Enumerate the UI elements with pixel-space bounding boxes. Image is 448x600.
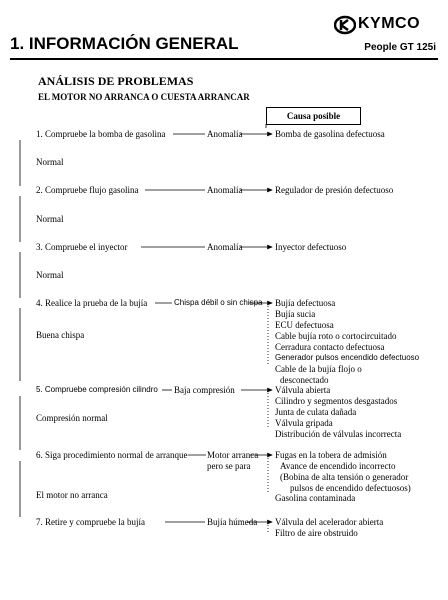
step-5-cause-4: Válvula gripada (275, 418, 333, 428)
step-5-cause-3: Junta de culata dañada (275, 407, 357, 417)
step-7-label: 7. Retire y compruebe la bujía (36, 517, 145, 527)
step-6-condition-2: pero se para (207, 461, 251, 471)
section-title: ANÁLISIS DE PROBLEMAS (38, 74, 194, 88)
step-4-cause-1: Bujía defectuosa (275, 298, 336, 308)
step-2-cause-1: Regulador de presión defectuoso (275, 185, 394, 195)
step-5-condition: Baja compresión (174, 385, 235, 395)
brand-name: KYMCO (358, 15, 421, 32)
step-1-next: Normal (36, 157, 64, 167)
step-4-cause-7: Cable de la bujía flojo o (275, 364, 362, 374)
step-4-cause-8: desconectado (280, 375, 329, 385)
step-6-condition: Motor arranca (207, 450, 259, 460)
step-1-cause-1: Bomba de gasolina defectuosa (275, 129, 385, 139)
step-1-condition: Anomalía (207, 129, 243, 139)
step-6-cause-1: Fugas en la tobera de admisión (275, 450, 387, 460)
step-5-cause-5: Distribución de válvulas incorrecta (275, 429, 402, 439)
step-3-condition: Anomalía (207, 242, 243, 252)
step-2-next: Normal (36, 214, 64, 224)
section-subtitle: EL MOTOR NO ARRANCA O CUESTA ARRANCAR (38, 92, 250, 102)
model-name: People GT 125i (364, 42, 436, 53)
page-title: 1. INFORMACIÓN GENERAL (10, 34, 239, 53)
step-4-cause-2: Bujía sucia (275, 309, 316, 319)
step-3-cause-1: Inyector defectuoso (275, 242, 347, 252)
step-4-cause-5: Cerradura contacto defectuosa (275, 342, 385, 352)
step-4-cause-4: Cable bujía roto o cortocircuitado (275, 331, 397, 341)
step-4-label: 4. Realice la prueba de la bujía (36, 298, 148, 308)
step-7-condition: Bujía húmeda (207, 517, 258, 527)
step-2-label: 2. Compruebe flujo gasolina (36, 185, 139, 195)
step-7-cause-2: Filtro de aire obstruido (275, 528, 358, 538)
step-4-next: Buena chispa (36, 330, 85, 340)
step-6-label: 6. Siga procedimiento normal de arranque (36, 450, 188, 460)
step-5-label: 5. Compruebe compresión cilindro (36, 385, 158, 394)
step-6-cause-2: Avance de encendido incorrecto (280, 461, 396, 471)
step-4-condition: Chispa débil o sin chispa (174, 298, 263, 307)
step-5-next: Compresión normal (36, 413, 108, 423)
step-4-cause-6: Generador pulsos encendido defectuoso (275, 353, 420, 362)
step-2-condition: Anomalía (207, 185, 243, 195)
step-6-next: El motor no arranca (36, 490, 108, 500)
step-7-cause-1: Válvula del acelerador abierta (275, 517, 384, 527)
step-3-label: 3. Compruebe el inyector (36, 242, 128, 252)
step-6-cause-3: (Bobina de alta tensión o generador (280, 472, 409, 482)
step-4-cause-3: ECU defectuosa (275, 320, 334, 330)
step-5-cause-1: Válvula abierta (275, 385, 331, 395)
step-1-label: 1. Compruebe la bomba de gasolina (36, 129, 166, 139)
cause-header-box: Causa posible (266, 107, 361, 125)
step-3-next: Normal (36, 270, 64, 280)
step-6-cause-4: pulsos de encendido defectuosos) (290, 483, 411, 493)
step-6-cause-5: Gasolina contaminada (275, 493, 356, 503)
step-5-cause-2: Cilindro y segmentos desgastados (275, 396, 398, 406)
